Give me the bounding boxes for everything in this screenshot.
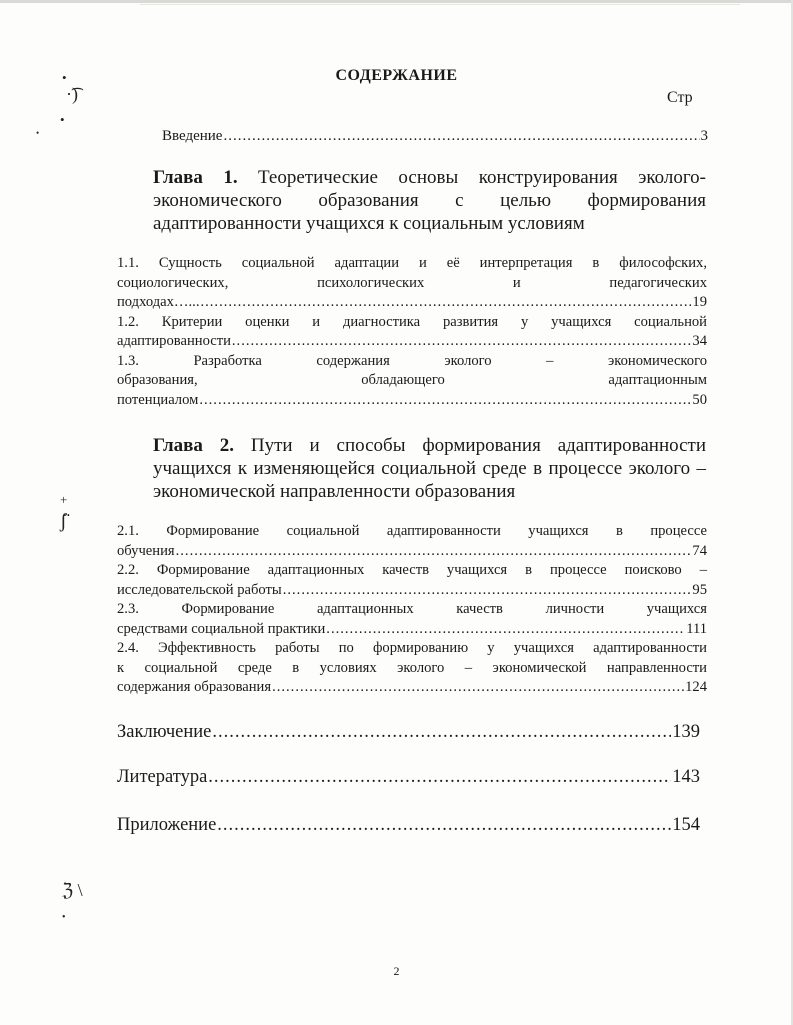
section-text-line: социологических, психологических и педагогических — [117, 274, 707, 291]
toc-entry-page: 34 — [692, 333, 707, 349]
page-number: 2 — [393, 964, 400, 978]
toc-entry-appendix — [117, 815, 700, 836]
section-last-line — [117, 542, 707, 562]
dot-leader — [326, 620, 685, 640]
toc-entry-literature — [117, 767, 700, 788]
chapter-1-heading — [153, 166, 706, 235]
section-last-line — [117, 678, 707, 698]
chapter-label: Глава 2. — [153, 435, 235, 456]
section-text-line: 2.1. Формирование социальной адаптированности учащихся в процессе — [117, 523, 707, 539]
page-title: СОДЕРЖАНИЕ — [335, 67, 458, 84]
toc-entry-conclusion — [117, 722, 700, 743]
dot-leader — [176, 542, 692, 562]
page-column-label: Стр — [667, 89, 693, 106]
toc-entry-label: адаптированности — [117, 333, 231, 349]
toc-entry-label: содержания образования — [117, 679, 272, 695]
toc-entry-page: 154 — [672, 815, 700, 835]
section-last-line — [117, 391, 707, 411]
dot-leader — [208, 767, 671, 788]
chapter-2-heading — [153, 434, 706, 503]
chapter-title: Теоретические основы конструирования эколого-экономического образования с целью формирования адаптированности учащихся к социальным условиям — [153, 167, 706, 234]
chapter-title: Пути и способы формирования адаптированности учащихся к изменяющейся социальной среде в процессе эколого – экономической направленности образования — [153, 435, 706, 502]
section-text-line: 2.3. Формирование адаптационных качеств личности учащихся — [117, 601, 707, 617]
toc-entry-page: 124 — [685, 679, 707, 695]
toc-entry-label: обучения — [117, 542, 175, 559]
dot-leader — [232, 332, 692, 352]
toc-entry-label: исследовательской работы — [117, 581, 282, 598]
section-text-line: 1.1. Сущность социальной адаптации и её интерпретация в философских, — [117, 255, 707, 271]
section-text-line: образования, обладающего адаптационным — [117, 372, 707, 388]
toc-entry-label: Заключение — [117, 722, 212, 742]
dot-leader — [212, 722, 671, 743]
toc-entry-label: Введение — [162, 128, 223, 144]
section-text-line: 2.2. Формирование адаптационных качеств учащихся в процессе поисково – — [117, 562, 707, 578]
toc-section — [117, 639, 707, 698]
toc-entry-page: 95 — [692, 581, 707, 598]
section-last-line — [117, 581, 707, 601]
toc-entry-page: 74 — [692, 542, 707, 559]
toc-entry-page: 139 — [672, 722, 700, 742]
section-text-line: 2.4. Эффективность работы по формированию у учащихся адаптированности — [117, 640, 707, 656]
scan-top-rule — [140, 4, 740, 5]
section-text-line: к социальной среде в условиях эколого – экономической направленности — [117, 659, 707, 676]
toc-entry-label: потенциалом — [117, 391, 199, 408]
toc-entry-label: подходах…... — [117, 294, 200, 310]
toc-entry-label: средствами социальной практики — [117, 620, 326, 637]
dot-leader — [223, 128, 699, 145]
toc-entry-label: Приложение — [117, 815, 217, 835]
toc-entry-page: 50 — [692, 391, 707, 408]
dot-leader — [199, 391, 691, 411]
section-last-line — [117, 293, 707, 313]
toc-entry-page: 111 — [686, 620, 707, 637]
scan-top-edge — [0, 0, 793, 3]
toc-section — [117, 313, 707, 352]
dot-leader — [217, 815, 671, 836]
toc-entry-label: Литература — [117, 767, 208, 787]
section-last-line — [117, 332, 707, 352]
chapter-1-sections — [117, 254, 707, 410]
toc-section — [117, 352, 707, 411]
section-last-line — [117, 620, 707, 640]
toc-section — [117, 561, 707, 600]
toc-entry-introduction — [162, 128, 708, 145]
toc-entry-page: 143 — [672, 767, 700, 787]
dot-leader — [200, 293, 691, 313]
dot-leader — [272, 678, 684, 698]
section-text-line: 1.3. Разработка содержания эколого – экономического — [117, 352, 707, 369]
toc-section — [117, 522, 707, 561]
chapter-label: Глава 1. — [153, 167, 238, 188]
chapter-2-sections — [117, 522, 707, 698]
section-text-line: 1.2. Критерии оценки и диагностика развития у учащихся социальной — [117, 313, 707, 330]
toc-entry-page: 19 — [692, 294, 707, 310]
dot-leader — [283, 581, 692, 601]
toc-section — [117, 254, 707, 313]
toc-section — [117, 600, 707, 639]
toc-entry-page: 3 — [700, 128, 708, 144]
